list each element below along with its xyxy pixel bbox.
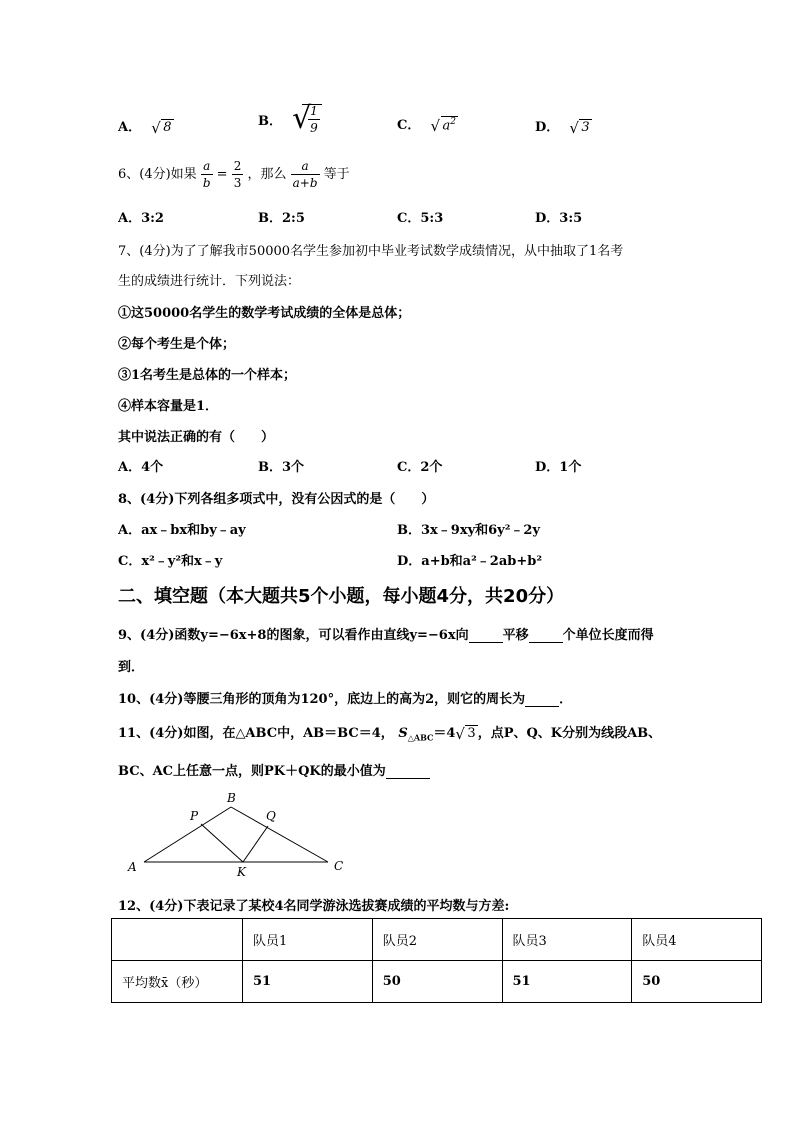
q7-statement-2: ②每个考生是个体； <box>118 337 236 352</box>
side-bc <box>231 807 328 862</box>
q5-option-b <box>258 101 322 136</box>
q8-option-b: B．3x﹣9xy和6y²﹣2y <box>397 523 541 538</box>
q12-stem: 12、(4分)下表记录了某校4名同学游泳选拔赛成绩的平均数与方差: <box>118 899 510 914</box>
q8-option-d: D．a+b和a²﹣2ab+b² <box>397 554 543 569</box>
label-c: C <box>334 859 344 873</box>
q7-option-a: A．4个 <box>118 460 164 475</box>
q7-option-d: D．1个 <box>535 460 582 475</box>
table-header-cell <box>112 919 243 961</box>
triangle-figure <box>118 788 358 880</box>
q6-option-d: D．3:5 <box>535 211 583 226</box>
option-letter: A． <box>118 120 142 135</box>
table-header-cell: 队员2 <box>372 919 502 961</box>
q10-stem: 10、(4分)等腰三角形的顶角为120°，底边上的高为2，则它的周长为 ． <box>118 692 573 707</box>
table-header-cell: 队员1 <box>243 919 373 961</box>
fraction-a-over-b: $\frac{a}{b}$ <box>202 159 211 190</box>
fraction-a-over-a-plus-b: $\frac{a}{a+b}$ <box>292 159 318 190</box>
q7-statement-3: ③1名考生是总体的一个样本； <box>118 368 297 383</box>
q7-question: 其中说法正确的有（ ） <box>118 430 275 445</box>
segment-pk <box>201 824 243 862</box>
q7-stem-line1: 7、(4分)为了了解我市50000名学生参加初中毕业考试数学成绩情况，从中抽取了1名考 <box>118 244 624 259</box>
sqrt-expression: √ 3 <box>569 118 590 137</box>
label-p: P <box>190 809 199 823</box>
answer-blank[interactable] <box>525 692 559 707</box>
label-b: B <box>227 791 236 805</box>
q11-stem: 11、(4分)如图，在△ABC中，AB＝BC＝4， $S_{\triangle ABC}=4$ √ 3 ，点P、Q、K分别为线段AB、 <box>118 724 662 743</box>
answer-blank[interactable] <box>469 628 503 643</box>
table-header-cell: 队员3 <box>502 919 632 961</box>
label-q: Q <box>266 809 276 823</box>
sqrt-expression: √ 8 <box>151 118 172 137</box>
segment-qk <box>243 826 268 862</box>
q9-stem: 9、(4分)函数y=−6x+8的图象，可以看作由直线y=−6x向 平移 个单位长度而得 <box>118 628 654 643</box>
label-k: K <box>237 865 246 879</box>
q7-statement-1: ①这50000名学生的数学考试成绩的全体是总体； <box>118 306 411 321</box>
q7-option-c: C．2个 <box>397 460 443 475</box>
answer-blank[interactable] <box>386 764 430 779</box>
sqrt-fraction: √ $\frac{1}{9}$ <box>292 104 322 134</box>
option-letter: B． <box>258 113 282 129</box>
q7-option-b: B．3个 <box>258 460 305 475</box>
side-ab <box>144 807 231 862</box>
row-label: 平均数x̄（秒） <box>112 961 243 1003</box>
q11-stem-line2: BC、AC上任意一点，则PK＋QK的最小值为 <box>118 760 430 779</box>
sqrt-expression: √ 3 <box>455 724 476 743</box>
scores-table <box>111 918 762 1003</box>
table-cell: 51 <box>502 961 632 1003</box>
fraction-2-over-3: $\frac{2}{3}$ <box>233 159 242 190</box>
q6-option-b: B．2:5 <box>258 211 305 226</box>
table-row <box>112 961 762 1003</box>
q6-stem: 6、(4分)如果 $\frac{a}{b}$ = $\frac{2}{3}$ ，那么 $\frac{a}{a+b}$ 等于 <box>118 159 350 190</box>
table-cell: 51 <box>243 961 373 1003</box>
q8-stem: 8、(4分)下列各组多项式中，没有公因式的是（ ） <box>118 492 435 507</box>
answer-blank[interactable] <box>529 628 563 643</box>
q5-option-d <box>535 116 592 136</box>
table-header-cell: 队员4 <box>632 919 762 961</box>
q7-statement-4: ④样本容量是1． <box>118 399 219 414</box>
q6-option-a: A．3:2 <box>118 211 164 226</box>
option-letter: D． <box>535 120 560 135</box>
label-a: A <box>128 860 137 874</box>
option-letter: C． <box>397 118 421 133</box>
table-header-row <box>112 919 762 961</box>
q8-option-c: C．x²﹣y²和x﹣y <box>118 554 223 569</box>
table-cell: 50 <box>632 961 762 1003</box>
q5-option-a <box>118 116 174 136</box>
q9-stem-line2: 到． <box>118 660 145 675</box>
q6-option-c: C．5:3 <box>397 211 444 226</box>
q8-option-a: A．ax﹣bx和by﹣ay <box>118 523 246 538</box>
section-heading-fill-in: 二、填空题（本大题共5个小题，每小题4分，共20分） <box>118 586 565 607</box>
q7-stem-line2: 生的成绩进行统计．下列说法： <box>118 274 301 289</box>
q5-option-c <box>397 114 458 134</box>
sqrt-power: √ $a^2$ <box>430 116 456 135</box>
table-cell: 50 <box>372 961 502 1003</box>
